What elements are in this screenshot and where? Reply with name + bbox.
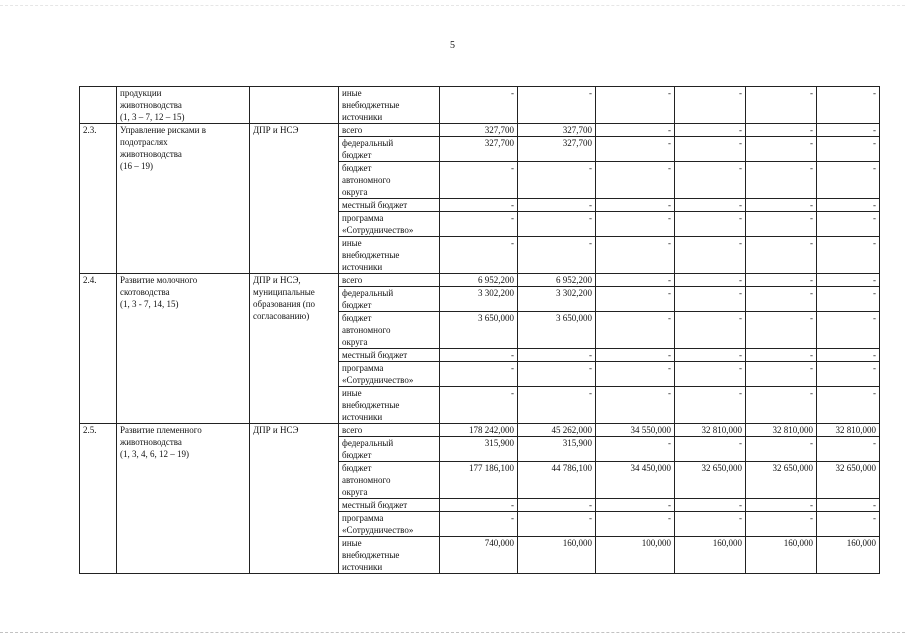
item-code-cell xyxy=(80,87,117,124)
amount-cell: - xyxy=(817,349,880,362)
amount-cell: - xyxy=(675,512,746,537)
amount-cell: - xyxy=(518,162,596,199)
funding-source-cell: федеральный бюджет xyxy=(339,137,440,162)
amount-cell: 327,700 xyxy=(518,124,596,137)
amount-cell: 32 650,000 xyxy=(817,462,880,499)
executor-cell: ДПР и НСЭ, муниципальные образования (по согласованию) xyxy=(250,274,339,424)
item-code-cell: 2.4. xyxy=(80,274,117,424)
amount-cell: 32 810,000 xyxy=(746,424,817,437)
funding-source-cell: иные внебюджетные источники xyxy=(339,537,440,574)
amount-cell: - xyxy=(596,499,675,512)
amount-cell: - xyxy=(596,237,675,274)
scan-edge-bottom xyxy=(0,632,905,634)
funding-source-cell: местный бюджет xyxy=(339,349,440,362)
item-code-cell: 2.3. xyxy=(80,124,117,274)
funding-source-cell: всего xyxy=(339,424,440,437)
amount-cell: - xyxy=(817,362,880,387)
amount-cell: - xyxy=(596,274,675,287)
amount-cell: 3 302,200 xyxy=(518,287,596,312)
amount-cell: - xyxy=(440,87,518,124)
amount-cell: - xyxy=(596,162,675,199)
item-name-cell: Управление рисками в подотраслях животноводства (16 – 19) xyxy=(117,124,250,274)
amount-cell: - xyxy=(596,312,675,349)
amount-cell: - xyxy=(817,212,880,237)
amount-cell: 3 650,000 xyxy=(440,312,518,349)
amount-cell: - xyxy=(675,499,746,512)
amount-cell: - xyxy=(675,349,746,362)
amount-cell: - xyxy=(817,512,880,537)
executor-cell: ДПР и НСЭ xyxy=(250,424,339,574)
amount-cell: - xyxy=(440,387,518,424)
amount-cell: - xyxy=(518,499,596,512)
item-name-cell: Развитие племенного животноводства (1, 3, 4, 6, 12 – 19) xyxy=(117,424,250,574)
amount-cell: - xyxy=(596,212,675,237)
amount-cell: - xyxy=(440,349,518,362)
funding-source-cell: программа «Сотрудничество» xyxy=(339,512,440,537)
amount-cell: - xyxy=(817,387,880,424)
amount-cell: 3 302,200 xyxy=(440,287,518,312)
amount-cell: 32 810,000 xyxy=(675,424,746,437)
amount-cell: - xyxy=(675,212,746,237)
amount-cell: - xyxy=(746,162,817,199)
amount-cell: - xyxy=(440,162,518,199)
amount-cell: - xyxy=(675,199,746,212)
amount-cell: 160,000 xyxy=(817,537,880,574)
scan-edge-top xyxy=(0,0,905,6)
amount-cell: - xyxy=(746,87,817,124)
funding-source-cell: бюджет автономного округа xyxy=(339,162,440,199)
amount-cell: - xyxy=(817,499,880,512)
amount-cell: - xyxy=(596,362,675,387)
amount-cell: - xyxy=(596,137,675,162)
amount-cell: 327,700 xyxy=(440,137,518,162)
funding-source-cell: федеральный бюджет xyxy=(339,287,440,312)
funding-source-cell: бюджет автономного округа xyxy=(339,462,440,499)
amount-cell: - xyxy=(817,274,880,287)
amount-cell: 6 952,200 xyxy=(518,274,596,287)
amount-cell: 32 650,000 xyxy=(746,462,817,499)
amount-cell: - xyxy=(675,437,746,462)
amount-cell: - xyxy=(518,349,596,362)
funding-source-cell: всего xyxy=(339,124,440,137)
amount-cell: - xyxy=(675,362,746,387)
funding-source-cell: иные внебюджетные источники xyxy=(339,87,440,124)
amount-cell: - xyxy=(675,137,746,162)
amount-cell: - xyxy=(675,237,746,274)
amount-cell: - xyxy=(746,212,817,237)
funding-source-cell: бюджет автономного округа xyxy=(339,312,440,349)
executor-cell: ДПР и НСЭ xyxy=(250,124,339,274)
amount-cell: - xyxy=(518,87,596,124)
amount-cell: 3 650,000 xyxy=(518,312,596,349)
amount-cell: - xyxy=(746,499,817,512)
amount-cell: - xyxy=(440,362,518,387)
amount-cell: 32 650,000 xyxy=(675,462,746,499)
amount-cell: - xyxy=(518,387,596,424)
amount-cell: 45 262,000 xyxy=(518,424,596,437)
amount-cell: - xyxy=(675,124,746,137)
amount-cell: - xyxy=(746,387,817,424)
amount-cell: 315,900 xyxy=(518,437,596,462)
funding-source-cell: всего xyxy=(339,274,440,287)
amount-cell: - xyxy=(596,437,675,462)
amount-cell: - xyxy=(518,212,596,237)
amount-cell: - xyxy=(817,312,880,349)
amount-cell: - xyxy=(440,237,518,274)
amount-cell: - xyxy=(817,287,880,312)
amount-cell: 160,000 xyxy=(675,537,746,574)
funding-source-cell: местный бюджет xyxy=(339,199,440,212)
item-code-cell: 2.5. xyxy=(80,424,117,574)
amount-cell: - xyxy=(746,137,817,162)
amount-cell: - xyxy=(675,162,746,199)
amount-cell: 315,900 xyxy=(440,437,518,462)
amount-cell: - xyxy=(746,199,817,212)
amount-cell: - xyxy=(746,237,817,274)
funding-source-cell: местный бюджет xyxy=(339,499,440,512)
amount-cell: - xyxy=(746,287,817,312)
amount-cell: - xyxy=(746,312,817,349)
amount-cell: - xyxy=(675,287,746,312)
table-row xyxy=(80,87,880,124)
table-body xyxy=(80,87,880,574)
table-row xyxy=(80,274,880,287)
amount-cell: - xyxy=(596,199,675,212)
amount-cell: - xyxy=(746,349,817,362)
amount-cell: - xyxy=(518,199,596,212)
amount-cell: - xyxy=(675,87,746,124)
amount-cell: - xyxy=(675,387,746,424)
amount-cell: - xyxy=(440,499,518,512)
amount-cell: - xyxy=(440,212,518,237)
amount-cell: - xyxy=(596,387,675,424)
amount-cell: - xyxy=(596,349,675,362)
amount-cell: - xyxy=(817,162,880,199)
amount-cell: - xyxy=(746,124,817,137)
amount-cell: - xyxy=(440,199,518,212)
amount-cell: - xyxy=(817,199,880,212)
amount-cell: - xyxy=(817,237,880,274)
amount-cell: - xyxy=(746,274,817,287)
item-name-cell: продукции животноводства (1, 3 – 7, 12 – 15) xyxy=(117,87,250,124)
amount-cell: - xyxy=(746,362,817,387)
funding-source-cell: программа «Сотрудничество» xyxy=(339,362,440,387)
amount-cell: 160,000 xyxy=(518,537,596,574)
amount-cell: 34 550,000 xyxy=(596,424,675,437)
amount-cell: - xyxy=(817,137,880,162)
page-number: 5 xyxy=(450,40,455,51)
amount-cell: - xyxy=(817,124,880,137)
amount-cell: - xyxy=(596,124,675,137)
amount-cell: - xyxy=(440,512,518,537)
funding-source-cell: иные внебюджетные источники xyxy=(339,387,440,424)
budget-table xyxy=(79,86,880,574)
amount-cell: 177 186,100 xyxy=(440,462,518,499)
amount-cell: 160,000 xyxy=(746,537,817,574)
funding-source-cell: федеральный бюджет xyxy=(339,437,440,462)
amount-cell: - xyxy=(746,437,817,462)
amount-cell: - xyxy=(518,362,596,387)
amount-cell: 44 786,100 xyxy=(518,462,596,499)
amount-cell: - xyxy=(675,312,746,349)
amount-cell: 100,000 xyxy=(596,537,675,574)
table-row xyxy=(80,124,880,137)
amount-cell: 34 450,000 xyxy=(596,462,675,499)
item-name-cell: Развитие молочного скотоводства (1, 3 - 7, 14, 15) xyxy=(117,274,250,424)
amount-cell: - xyxy=(596,512,675,537)
amount-cell: 6 952,200 xyxy=(440,274,518,287)
table-row xyxy=(80,424,880,437)
amount-cell: 327,700 xyxy=(518,137,596,162)
amount-cell: 178 242,000 xyxy=(440,424,518,437)
amount-cell: - xyxy=(817,437,880,462)
amount-cell: 327,700 xyxy=(440,124,518,137)
amount-cell: - xyxy=(596,87,675,124)
amount-cell: - xyxy=(596,287,675,312)
executor-cell xyxy=(250,87,339,124)
funding-source-cell: программа «Сотрудничество» xyxy=(339,212,440,237)
amount-cell: - xyxy=(817,87,880,124)
amount-cell: - xyxy=(746,512,817,537)
amount-cell: 740,000 xyxy=(440,537,518,574)
amount-cell: 32 810,000 xyxy=(817,424,880,437)
amount-cell: - xyxy=(675,274,746,287)
amount-cell: - xyxy=(518,512,596,537)
funding-source-cell: иные внебюджетные источники xyxy=(339,237,440,274)
amount-cell: - xyxy=(518,237,596,274)
